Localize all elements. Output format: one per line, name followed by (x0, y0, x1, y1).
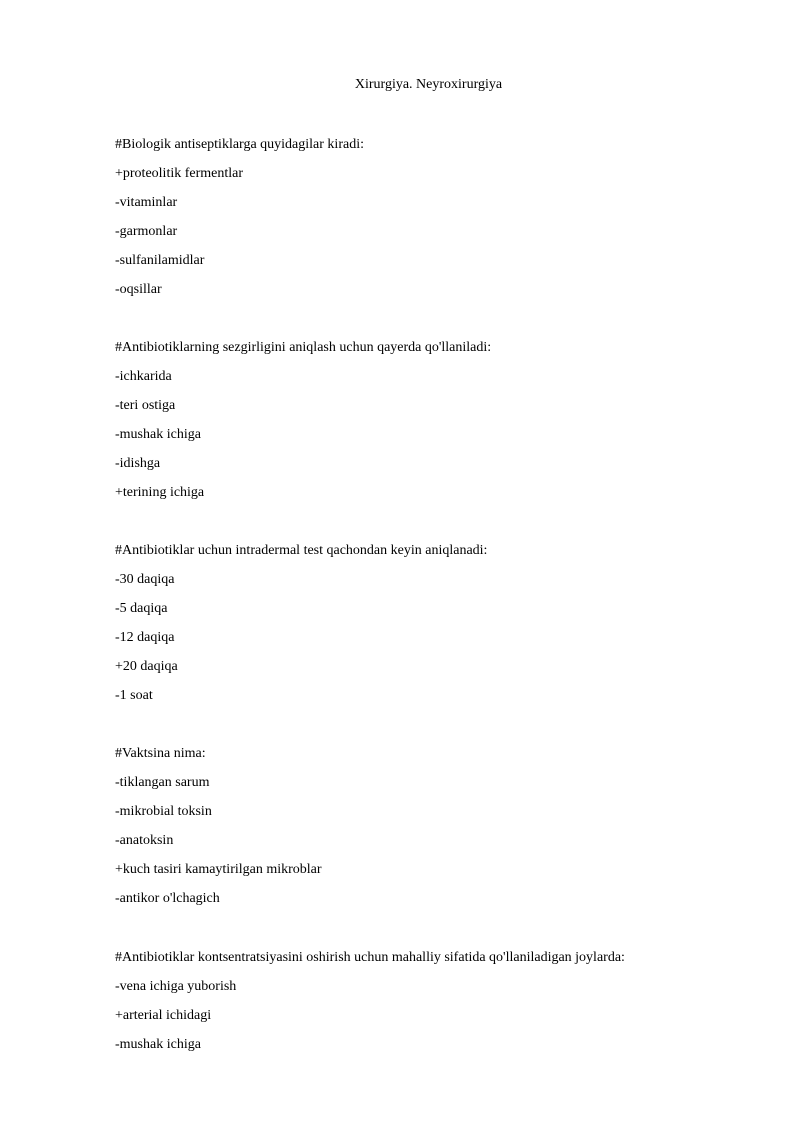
question-text: #Biologik antiseptiklarga quyidagilar kiradi: (115, 137, 364, 152)
document-title: Xirurgiya. Neyroxirurgiya (354, 77, 503, 92)
answer-option: -30 daqiqa (115, 572, 175, 587)
answer-option: -mushak ichiga (115, 1037, 201, 1052)
question-text: #Antibiotiklar kontsentratsiyasini oshirish uchun mahalliy sifatida qo'llaniladigan joylarda: (115, 950, 625, 965)
answer-option: -anatoksin (115, 833, 174, 848)
answer-option: -vena ichiga yuborish (115, 979, 237, 994)
answer-option: +terining ichiga (115, 485, 205, 500)
answer-option: -teri ostiga (115, 398, 176, 413)
answer-option: -5 daqiqa (115, 601, 168, 616)
answer-option: -ichkarida (115, 369, 172, 384)
answer-option: -1 soat (115, 688, 153, 703)
answer-option: -mushak ichiga (115, 427, 201, 442)
answer-option: +kuch tasiri kamaytirilgan mikroblar (115, 862, 322, 877)
answer-option: -vitaminlar (115, 195, 178, 210)
answer-option: -idishga (115, 456, 161, 471)
answer-option: -mikrobial toksin (115, 804, 212, 819)
question-text: #Vaktsina nima: (115, 746, 206, 761)
answer-option: -oqsillar (115, 282, 162, 297)
answer-option: -garmonlar (115, 224, 178, 239)
answer-option: +20 daqiqa (115, 659, 178, 674)
answer-option: -tiklangan sarum (115, 775, 210, 790)
answer-option: -12 daqiqa (115, 630, 175, 645)
question-text: #Antibiotiklarning sezgirligini aniqlash uchun qayerda qo'llaniladi: (115, 340, 492, 355)
answer-option: -sulfanilamidlar (115, 253, 205, 268)
question-text: #Antibiotiklar uchun intradermal test qachondan keyin aniqlanadi: (115, 543, 488, 558)
answer-option: -antikor o'lchagich (115, 891, 220, 906)
answer-option: +arterial ichidagi (115, 1008, 212, 1023)
answer-option: +proteolitik fermentlar (115, 166, 244, 181)
